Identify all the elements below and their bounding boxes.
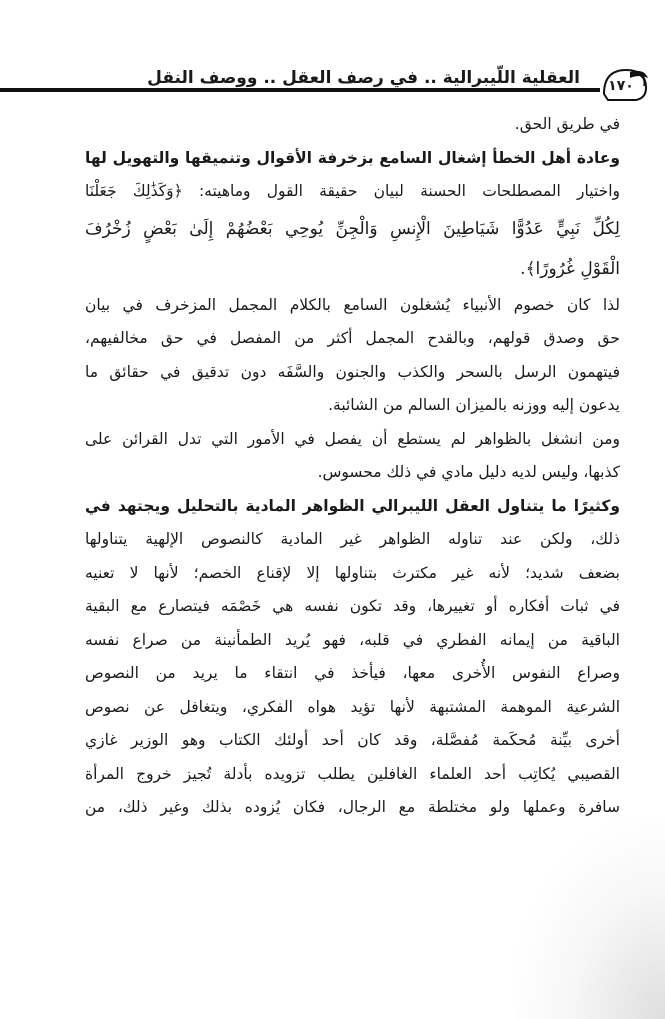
quran-verse-line: الْقَوْلِ غُرُورًا﴾. [520, 258, 620, 279]
text-line: سافرة وعملها ولو مختلطة مع الرجال، فكان يُزوده بذلك وغير ذلك، من [85, 798, 620, 816]
text-line: يدعون إليه ووزنه بالميزان السالم من الشائبة. [328, 396, 620, 414]
text-line: ومن انشغل بالظواهر لم يستطع أن يفصل في الأمور التي تدل القرائن على [85, 429, 620, 448]
text-line: وصراع النفوس الأُخرى معها، فيأخذ في انتقاء ما يريد من النصوص [85, 664, 620, 682]
running-title: العقلية اللّيبرالية .. في رصف العقل .. ووصف النقل [147, 68, 580, 88]
quran-verse-line: لِكُلِّ نَبِيٍّ عَدُوًّا شَيَاطِينَ الْإِنسِ وَالْجِنِّ يُوحِي بَعْضُهُمْ إِلَىٰ بَعْضٍ زُخْرُفَ [85, 218, 620, 239]
text-line: في طريق الحق. [514, 115, 620, 133]
page-number: ١٧٠ [608, 78, 634, 94]
text-line: حق وصدق قولهم، وبالقدح المجمل أكثر من المفصل في حق مخالفيهم، [85, 329, 620, 347]
text-line: أخرى بيِّنة مُحكَمة مُفصَّلة، وقد كان أحد أولئك الكتاب وهو الوزير غازي [85, 731, 620, 749]
text-line: واختيار المصطلحات الحسنة لبيان حقيقة القول وماهيته: ﴿وَكَذَٰلِكَ جَعَلْنَا [85, 182, 620, 200]
text-line: القصيبي يُكاتِب أحد العلماء الغافلين يطلب تزويده بأدلة تُجيز خروج المرأة [85, 764, 620, 783]
text-line: وعادة أهل الخطأ إشغال السامع بزخرفة الأقوال وتنميقها والتهويل لها [85, 148, 620, 167]
header-rule [0, 88, 600, 92]
text-line: فيتهمون الرسل بالسحر والكذب والجنون والسَّفَه دون تدقيق في حقائق ما [85, 362, 620, 381]
body-text [85, 108, 620, 825]
text-line: وكثيرًا ما يتناول العقل الليبرالي الظواهر المادية بالتحليل ويجتهد في [85, 496, 620, 515]
text-line: بضعف شديد؛ لأنه غير مكترث بتناولها إلا لإقناع الخصم؛ لأنها لا تعنيه [85, 563, 620, 582]
page-header [0, 0, 665, 110]
text-line: الباقية من إيمانه الفطري في قلبه، فهو يُريد الطمأنينة من صراع نفسه [85, 630, 620, 649]
text-line: كذبها، وليس لديه دليل مادي في ذلك محسوس. [317, 463, 620, 481]
text-line: الشرعية الموهمة المشتبهة لأنها تؤيد هواه الفكري، ويتغافل عن نصوص [85, 697, 620, 716]
page-edge-shadow [515, 819, 665, 1019]
text-line: لذا كان خصوم الأنبياء يُشغلون السامع بالكلام المجمل المزخرف في بيان [85, 295, 620, 314]
text-line: في ثبات أفكاره أو تغييرها، وقد تكون نفسه هي خَصْمَه فيتصارع مع البقية [85, 597, 620, 615]
text-line: ذلك، ولكن عند تناوله الظواهر غير المادية كالنصوص الإلهية يتناولها [85, 530, 620, 548]
